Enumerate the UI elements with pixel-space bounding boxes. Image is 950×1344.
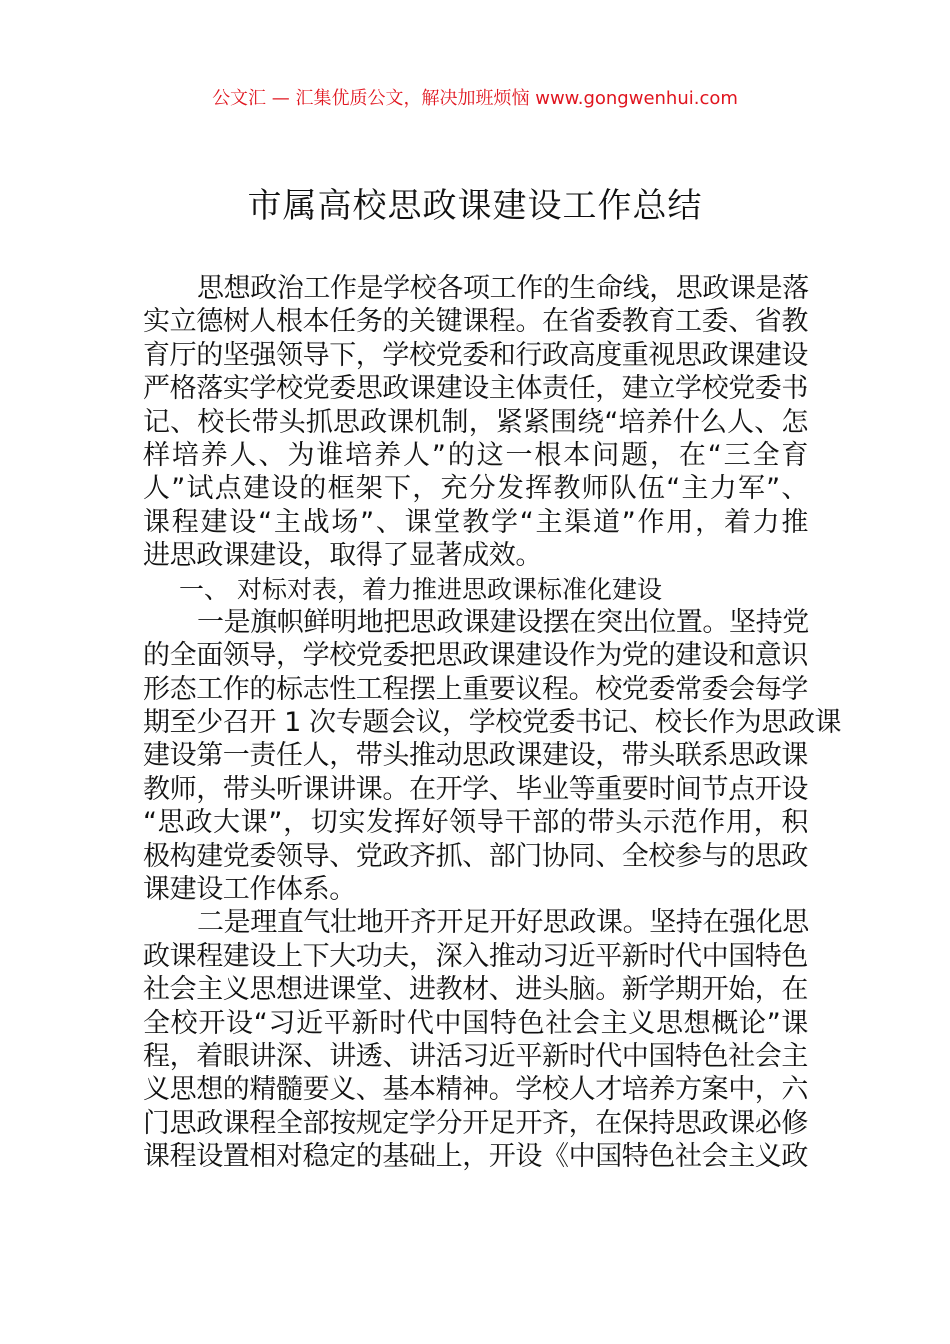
text-line: 义思想的精髓要义、基本精神。学校人才培养方案中，六	[143, 1074, 808, 1106]
text-line: 一是旗帜鲜明地把思政课建设摆在突出位置。坚持党	[197, 606, 809, 638]
text-line: 课程设置相对稳定的基础上，开设《中国特色社会主义政	[143, 1141, 808, 1173]
text-line: 全校开设“习近平新时代中国特色社会主义思想概论”课	[143, 1007, 808, 1039]
text-line: 建设第一责任人，带头推动思政课建设，带头联系思政课	[143, 740, 808, 772]
text-line: 样培养人、为谁培养人”的这一根本问题，在“三全育	[143, 439, 808, 471]
text-line: 程，着眼讲深、讲透、讲活习近平新时代中国特色社会主	[143, 1040, 808, 1072]
paragraph-point-one	[143, 606, 842, 907]
text-line: 课程建设“主战场”、课堂教学“主渠道”作用，着力推	[143, 506, 808, 538]
text-line: 严格落实学校党委思政课建设主体责任，建立学校党委书	[143, 373, 808, 405]
text-line: 的全面领导，学校党委把思政课建设作为党的建设和意识	[143, 640, 808, 672]
text-line: 思想政治工作是学校各项工作的生命线，思政课是落	[197, 273, 809, 304]
text-line: 课建设工作体系。	[143, 874, 356, 906]
text-line: 实立德树人根本任务的关键课程。在省委教育工委、省教	[143, 306, 808, 338]
site-banner: 公文汇 — 汇集优质公文，解决加班烦恼 www.gongwenhui.com	[212, 88, 738, 109]
paragraph-point-two	[143, 906, 808, 1173]
text-line: 记、校长带头抓思政课机制，紧紧围绕“培养什么人、怎	[143, 406, 808, 438]
paragraph-intro	[143, 272, 808, 573]
text-line: 门思政课程全部按规定学分开足开齐，在保持思政课必修	[143, 1107, 808, 1139]
text-line: 二是理直气壮地开齐开足开好思政课。坚持在强化思	[197, 907, 809, 939]
document-title: 市属高校思政课建设工作总结	[247, 186, 703, 226]
document-body	[143, 272, 842, 1174]
text-line: 教师，带头听课讲课。在开学、毕业等重要时间节点开设	[143, 773, 808, 805]
text-line: “思政大课”，切实发挥好领导干部的带头示范作用，积	[143, 807, 808, 839]
text-line: 极构建党委领导、党政齐抓、部门协同、全校参与的思政	[143, 840, 808, 872]
text-line: 社会主义思想进课堂、进教材、进头脑。新学期开始，在	[143, 974, 808, 1006]
section-heading: 一、 对标对表，着力推进思政课标准化建设	[179, 574, 662, 604]
text-line: 进思政课建设，取得了显著成效。	[143, 540, 542, 572]
text-line: 育厅的坚强领导下，学校党委和行政高度重视思政课建设	[143, 339, 808, 371]
text-line: 期至少召开 1 次专题会议，学校党委书记、校长作为思政课	[143, 707, 842, 739]
text-line: 政课程建设上下大功夫，深入推动习近平新时代中国特色	[143, 940, 808, 972]
text-line: 人”试点建设的框架下，充分发挥教师队伍“主力军”、	[143, 473, 808, 505]
text-line: 形态工作的标志性工程摆上重要议程。校党委常委会每学	[143, 673, 808, 705]
